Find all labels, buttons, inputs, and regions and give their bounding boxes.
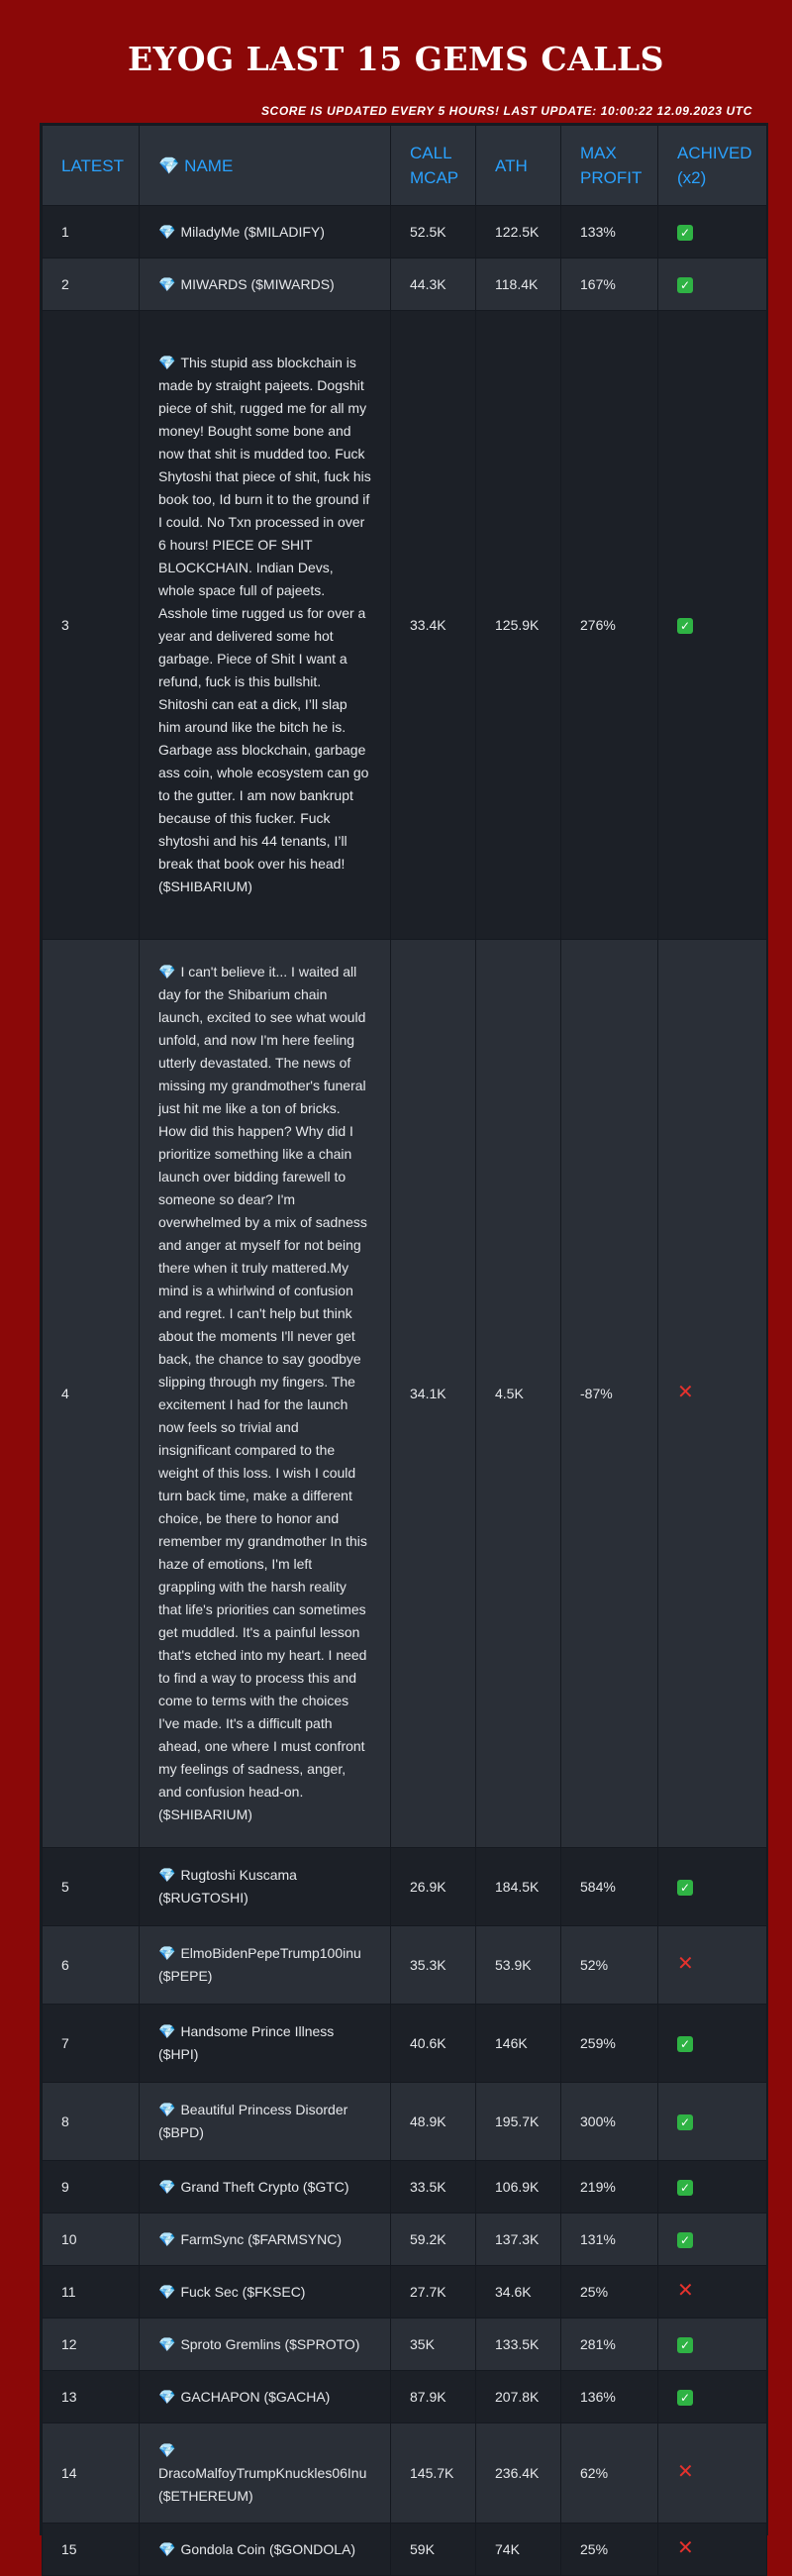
table-row xyxy=(43,2161,767,2214)
cell-achieved xyxy=(658,311,767,940)
cell-max-profit: 281% xyxy=(561,2318,658,2371)
cell-max-profit: 52% xyxy=(561,1926,658,2005)
cross-mark-icon: ✕ xyxy=(677,2280,694,2302)
cell-rank: 13 xyxy=(43,2371,140,2423)
cell-achieved xyxy=(658,206,767,258)
cell-achieved xyxy=(658,2083,767,2161)
gem-name: MIWARDS ($MIWARDS) xyxy=(180,275,335,292)
cell-max-profit: 259% xyxy=(561,2005,658,2083)
gem-name: Gondola Coin ($GONDOLA) xyxy=(180,2540,356,2557)
cell-name xyxy=(140,1926,391,2005)
table-row xyxy=(43,2423,767,2524)
gem-icon: 💎 xyxy=(158,2023,176,2039)
header-ath: ATH xyxy=(476,126,561,206)
table-header-row xyxy=(43,126,767,206)
cross-mark-icon: ✕ xyxy=(677,2461,694,2483)
gem-icon: 💎 xyxy=(158,355,176,370)
cell-achieved xyxy=(658,258,767,311)
gem-icon: 💎 xyxy=(158,155,180,175)
cell-max-profit: 25% xyxy=(561,2266,658,2318)
page-title: EYOG LAST 15 GEMS CALLS xyxy=(127,40,664,78)
cell-rank: 6 xyxy=(43,1926,140,2005)
cell-call-mcap: 33.5K xyxy=(391,2161,476,2214)
cell-max-profit: 167% xyxy=(561,258,658,311)
cell-achieved xyxy=(658,2005,767,2083)
gem-name: Beautiful Princess Disorder ($BPD) xyxy=(158,2102,348,2140)
gem-icon: 💎 xyxy=(158,2335,176,2352)
cell-rank: 8 xyxy=(43,2083,140,2161)
cell-rank: 1 xyxy=(43,206,140,258)
cell-ath: 146K xyxy=(476,2005,561,2083)
table-row xyxy=(43,2214,767,2266)
cell-call-mcap: 145.7K xyxy=(391,2423,476,2524)
cross-mark-icon: ✕ xyxy=(677,1953,694,1975)
cell-name xyxy=(140,2161,391,2214)
table-row xyxy=(43,311,767,940)
check-mark-icon: ✓ xyxy=(677,1880,693,1896)
cell-max-profit: -87% xyxy=(561,940,658,1848)
cross-mark-icon: ✕ xyxy=(677,2537,694,2559)
cell-achieved xyxy=(658,2423,767,2524)
table-row xyxy=(43,2266,767,2318)
cell-call-mcap: 27.7K xyxy=(391,2266,476,2318)
cell-name xyxy=(140,1848,391,1926)
cell-rank: 15 xyxy=(43,2524,140,2576)
gem-name: DracoMalfoyTrumpKnuckles06Inu ($ETHEREUM) xyxy=(158,2464,367,2504)
calls-table-container[interactable] xyxy=(40,123,768,2559)
cell-rank: 9 xyxy=(43,2161,140,2214)
cell-name xyxy=(140,2005,391,2083)
cell-name xyxy=(140,2083,391,2161)
gem-name: FarmSync ($FARMSYNC) xyxy=(180,2230,343,2247)
gem-icon: 💎 xyxy=(158,275,176,292)
table-row xyxy=(43,2318,767,2371)
check-mark-icon: ✓ xyxy=(677,277,693,293)
cell-ath: 195.7K xyxy=(476,2083,561,2161)
cell-rank: 12 xyxy=(43,2318,140,2371)
gem-name: Handsome Prince Illness ($HPI) xyxy=(158,2023,335,2062)
cell-ath: 53.9K xyxy=(476,1926,561,2005)
cell-call-mcap: 59.2K xyxy=(391,2214,476,2266)
cell-ath: 133.5K xyxy=(476,2318,561,2371)
table-row xyxy=(43,2524,767,2576)
cell-name xyxy=(140,311,391,940)
cell-name xyxy=(140,258,391,311)
cell-rank: 2 xyxy=(43,258,140,311)
cell-achieved xyxy=(658,2524,767,2576)
cell-call-mcap: 59K xyxy=(391,2524,476,2576)
cell-name xyxy=(140,2423,391,2524)
table-row xyxy=(43,206,767,258)
check-mark-icon: ✓ xyxy=(677,618,693,634)
cell-ath: 74K xyxy=(476,2524,561,2576)
cell-max-profit: 62% xyxy=(561,2423,658,2524)
cell-ath: 122.5K xyxy=(476,206,561,258)
gem-name: This stupid ass blockchain is made by straight pajeets. Dogshit piece of shit, rugged me for all my money! Bought some bone and now that shit is mudded too. Fuck Shytoshi that piece of shit, fuck his book too, Id burn it to the ground if I could. No Txn processed in over 6 hours! PIECE OF SHIT BLOCKCHAIN. Indian Devs, whole space full of pajeets. Asshole time rugged us for over a year and delivered some hot garbage. Piece of Shit I want a refund, fuck is this bullshit. Shitoshi can eat a dick, I’ll slap him around like the bitch he is. Garbage ass blockchain, garbage ass coin, whole ecosystem can go to the gutter. I am now bankrupt because of this fucker. Fuck shytoshi and his 44 tenants, I’ll break that book over his head! ($SHIBARIUM) xyxy=(158,355,371,894)
cell-name xyxy=(140,2214,391,2266)
cell-rank: 11 xyxy=(43,2266,140,2318)
check-mark-icon: ✓ xyxy=(677,2036,693,2052)
table-row xyxy=(43,1926,767,2005)
cell-name xyxy=(140,2524,391,2576)
update-note: SCORE IS UPDATED EVERY 5 HOURS! LAST UPDATE: 10:00:22 12.09.2023 UTC xyxy=(260,104,752,118)
cell-ath: 106.9K xyxy=(476,2161,561,2214)
gem-icon: 💎 xyxy=(158,2388,176,2405)
table-row xyxy=(43,2005,767,2083)
cell-call-mcap: 35.3K xyxy=(391,1926,476,2005)
cell-max-profit: 133% xyxy=(561,206,658,258)
cross-mark-icon: ✕ xyxy=(677,1382,694,1403)
cell-call-mcap: 35K xyxy=(391,2318,476,2371)
cell-ath: 118.4K xyxy=(476,258,561,311)
header-achieved: ACHIVED (x2) xyxy=(658,126,767,206)
cell-call-mcap: 87.9K xyxy=(391,2371,476,2423)
cell-achieved xyxy=(658,2266,767,2318)
header-latest: LATEST xyxy=(43,126,140,206)
gem-icon: 💎 xyxy=(158,2283,176,2300)
check-mark-icon: ✓ xyxy=(677,2232,693,2248)
gem-name: Grand Theft Crypto ($GTC) xyxy=(180,2178,349,2195)
table-body xyxy=(43,206,767,2576)
cell-name xyxy=(140,2266,391,2318)
cell-ath: 125.9K xyxy=(476,311,561,940)
cell-call-mcap: 34.1K xyxy=(391,940,476,1848)
gem-name: MiladyMe ($MILADIFY) xyxy=(180,223,325,240)
check-mark-icon: ✓ xyxy=(677,2337,693,2353)
gem-name: Rugtoshi Kuscama ($RUGTOSHI) xyxy=(158,1867,297,1906)
cell-achieved xyxy=(658,940,767,1848)
cell-achieved xyxy=(658,2161,767,2214)
cell-ath: 207.8K xyxy=(476,2371,561,2423)
gem-icon: 💎 xyxy=(158,2441,176,2458)
cell-name xyxy=(140,2318,391,2371)
table-row xyxy=(43,940,767,1848)
gem-icon: 💎 xyxy=(158,1945,176,1961)
cell-ath: 34.6K xyxy=(476,2266,561,2318)
gem-icon: 💎 xyxy=(158,964,176,979)
cell-name xyxy=(140,2371,391,2423)
gem-icon: 💎 xyxy=(158,2102,176,2117)
cell-achieved xyxy=(658,2214,767,2266)
header-call-mcap: CALL MCAP xyxy=(391,126,476,206)
gem-name: GACHAPON ($GACHA) xyxy=(180,2388,331,2405)
cell-rank: 14 xyxy=(43,2423,140,2524)
cell-call-mcap: 26.9K xyxy=(391,1848,476,1926)
gem-icon: 💎 xyxy=(158,2230,176,2247)
table-row xyxy=(43,258,767,311)
table-row xyxy=(43,2083,767,2161)
cell-max-profit: 131% xyxy=(561,2214,658,2266)
cell-rank: 10 xyxy=(43,2214,140,2266)
cell-rank: 5 xyxy=(43,1848,140,1926)
cell-call-mcap: 48.9K xyxy=(391,2083,476,2161)
cell-rank: 3 xyxy=(43,311,140,940)
cell-call-mcap: 40.6K xyxy=(391,2005,476,2083)
gem-icon: 💎 xyxy=(158,223,176,240)
cell-achieved xyxy=(658,1848,767,1926)
cell-call-mcap: 44.3K xyxy=(391,258,476,311)
gem-icon: 💎 xyxy=(158,2540,176,2557)
header-name-label: NAME xyxy=(184,155,234,175)
cell-max-profit: 276% xyxy=(561,311,658,940)
cell-call-mcap: 52.5K xyxy=(391,206,476,258)
cell-rank: 4 xyxy=(43,940,140,1848)
cell-max-profit: 219% xyxy=(561,2161,658,2214)
table-row xyxy=(43,2371,767,2423)
check-mark-icon: ✓ xyxy=(677,2180,693,2196)
gem-name: I can't believe it... I waited all day for the Shibarium chain launch, excited to see what would unfold, and now I'm here feeling utterly devastated. The news of missing my grandmother's funeral just hit me like a ton of bricks. How did this happen? Why did I prioritize something like a chain launch over bidding farewell to someone so dear? I'm overwhelmed by a mix of sadness and anger at myself for not being there when it truly mattered.My mind is a whirlwind of confusion and regret. I can't help but think about the moments I'll never get back, the chance to say goodbye slipping through my fingers. The excitement I had for the launch now feels so trivial and insignificant compared to the weight of this loss. I wish I could turn back time, make a different choice, be there to honor and remember my grandmother In this haze of emotions, I'm left grappling with the harsh reality that life's priorities can sometimes get muddled. It's a painful lesson that's etched into my heart. I need to find a way to process this and come to terms with the choices I've made. It's a difficult path ahead, one where I must confront my feelings of sadness, anger, and confusion head-on. ($SHIBARIUM) xyxy=(158,964,367,1822)
cell-ath: 4.5K xyxy=(476,940,561,1848)
cell-achieved xyxy=(658,2371,767,2423)
cell-name xyxy=(140,206,391,258)
cell-ath: 184.5K xyxy=(476,1848,561,1926)
check-mark-icon: ✓ xyxy=(677,225,693,241)
cell-achieved xyxy=(658,1926,767,2005)
cell-max-profit: 584% xyxy=(561,1848,658,1926)
cell-call-mcap: 33.4K xyxy=(391,311,476,940)
header-max-profit: MAX PROFIT xyxy=(561,126,658,206)
cell-name xyxy=(140,940,391,1848)
cell-max-profit: 136% xyxy=(561,2371,658,2423)
gem-name: Sproto Gremlins ($SPROTO) xyxy=(180,2335,360,2352)
gem-name: Fuck Sec ($FKSEC) xyxy=(180,2283,306,2300)
gem-icon: 💎 xyxy=(158,2178,176,2195)
check-mark-icon: ✓ xyxy=(677,2114,693,2130)
header-name xyxy=(140,126,391,206)
check-mark-icon: ✓ xyxy=(677,2390,693,2406)
cell-ath: 137.3K xyxy=(476,2214,561,2266)
cell-rank: 7 xyxy=(43,2005,140,2083)
cell-ath: 236.4K xyxy=(476,2423,561,2524)
gem-icon: 💎 xyxy=(158,1867,176,1883)
table-row xyxy=(43,1848,767,1926)
calls-table xyxy=(42,125,767,2576)
gem-name: ElmoBidenPepeTrump100inu ($PEPE) xyxy=(158,1945,361,1984)
cell-achieved xyxy=(658,2318,767,2371)
cell-max-profit: 25% xyxy=(561,2524,658,2576)
cell-max-profit: 300% xyxy=(561,2083,658,2161)
